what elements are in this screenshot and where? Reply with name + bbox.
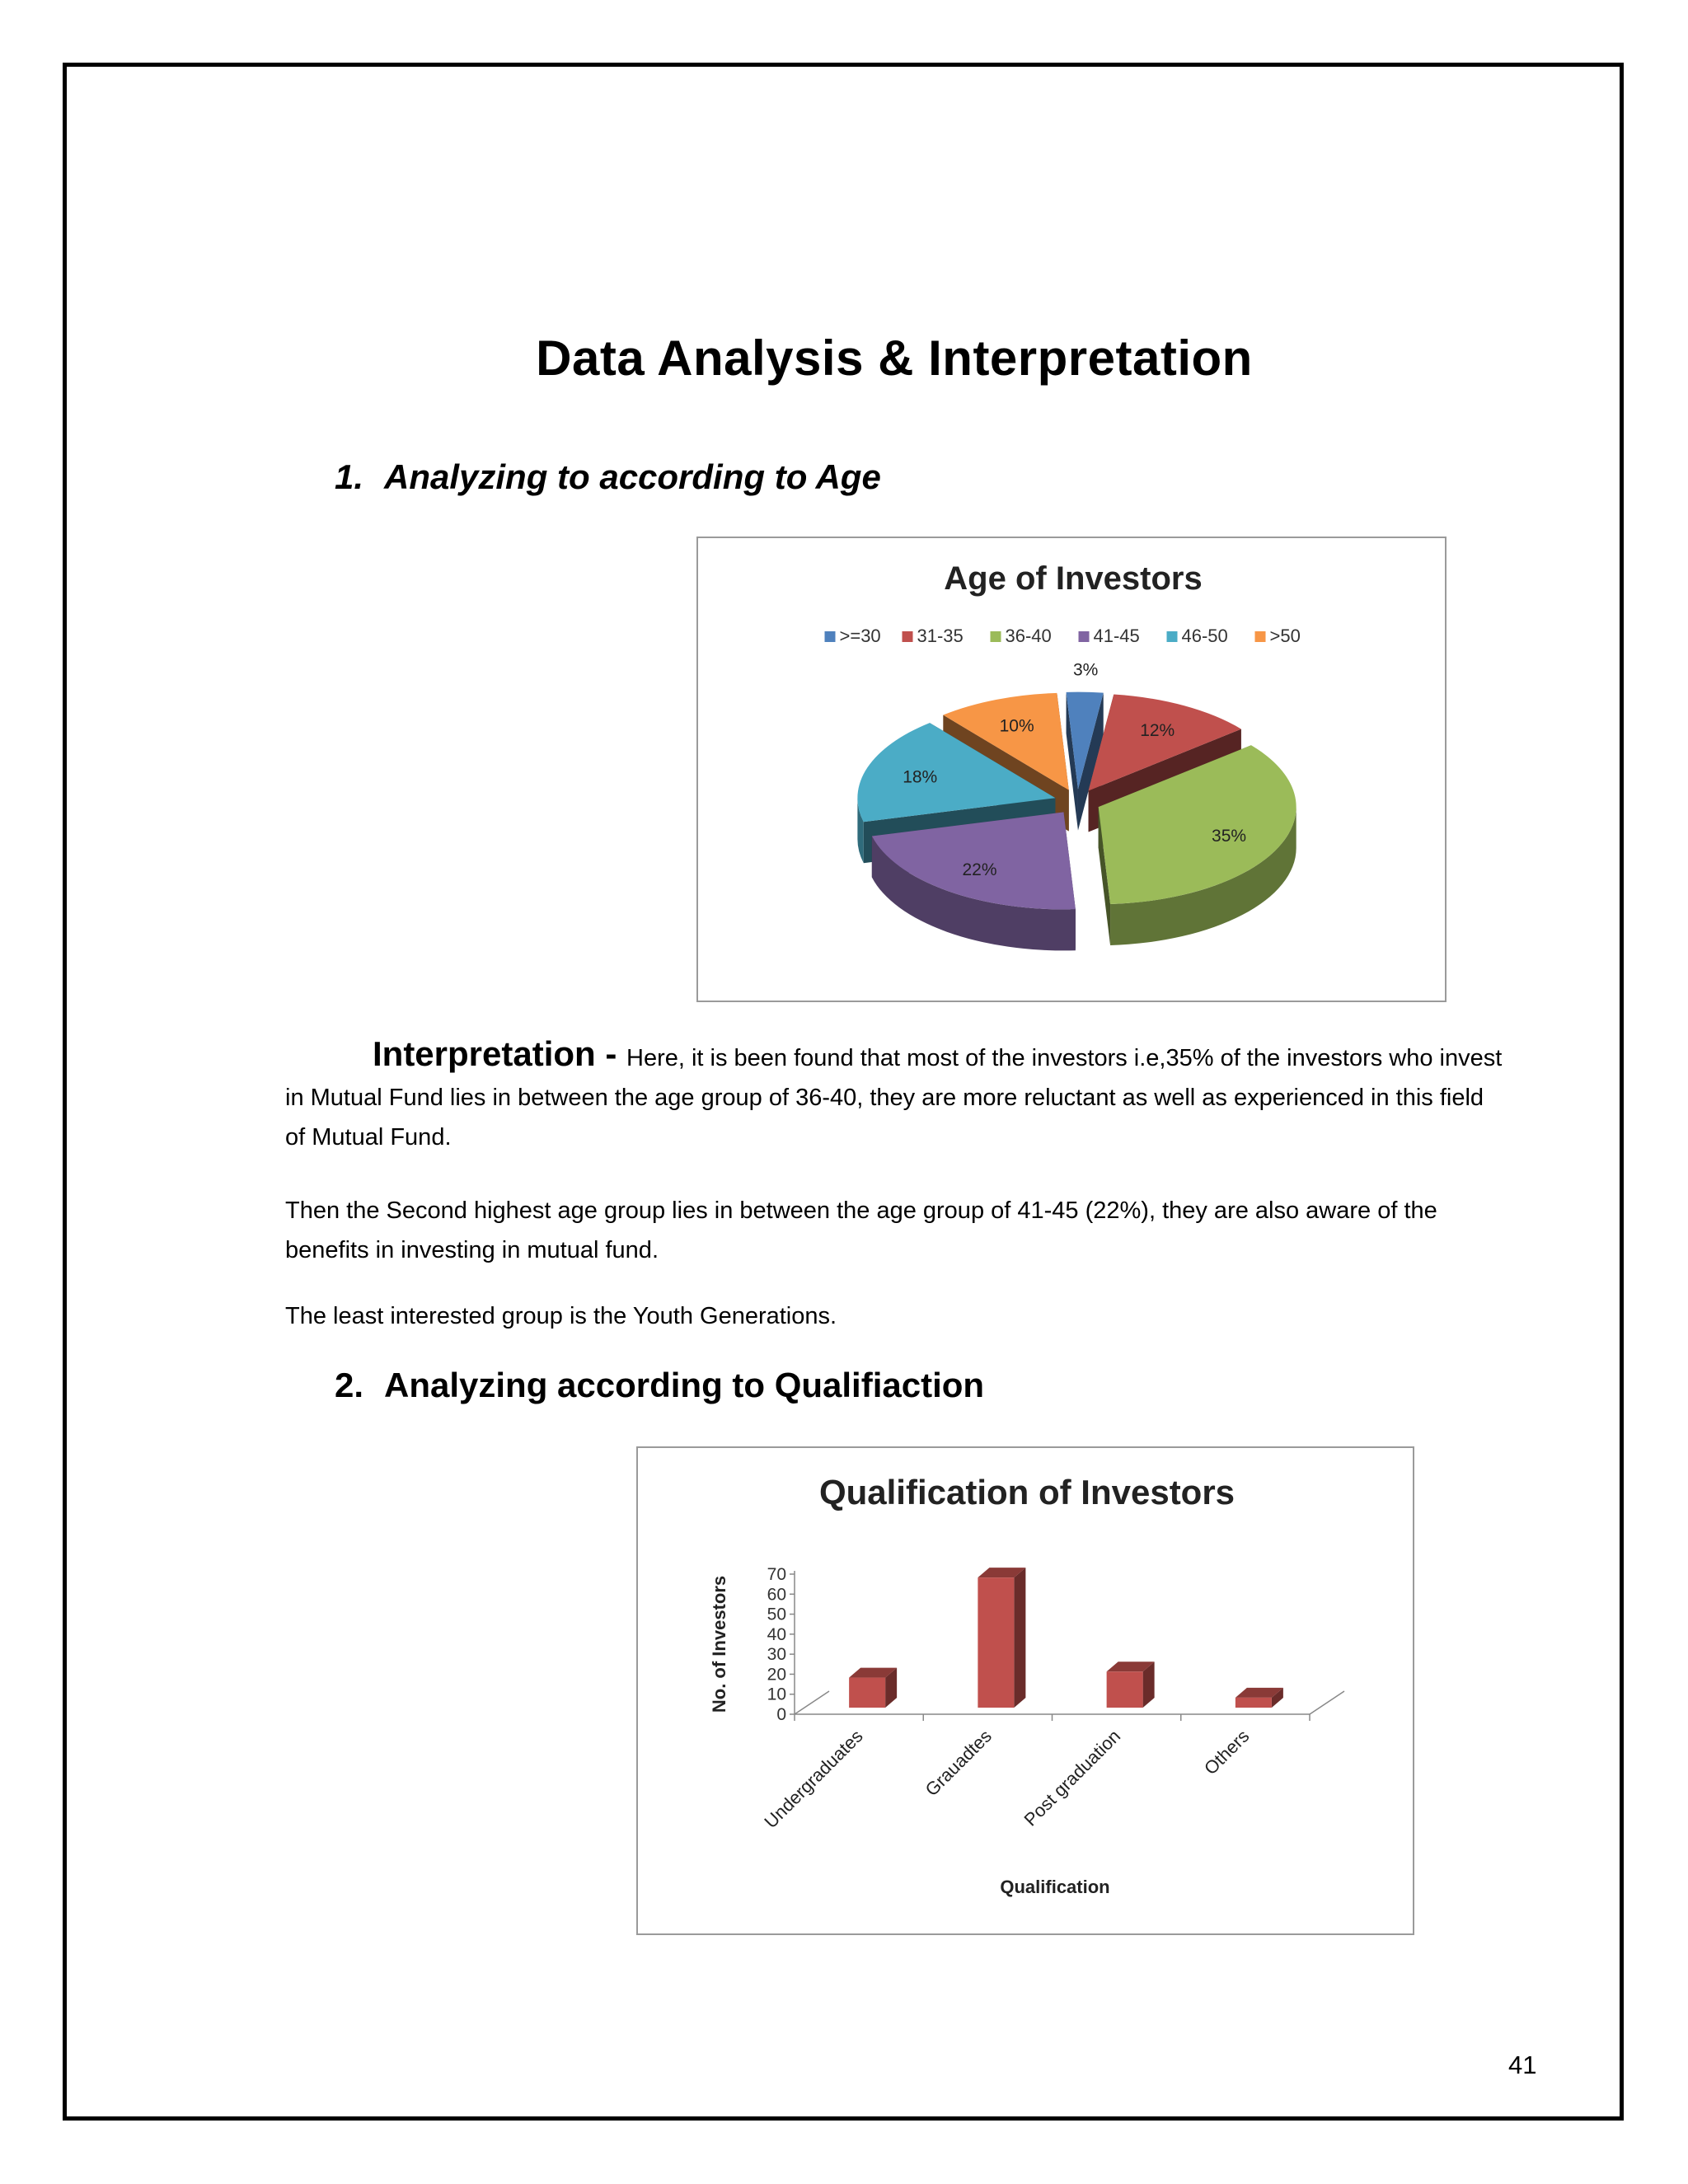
- section-heading-age: [335, 457, 881, 497]
- y-tick-label: 30: [767, 1645, 786, 1665]
- bar-front: [849, 1678, 885, 1708]
- y-tick-label: 0: [776, 1705, 786, 1724]
- legend-swatch: [1255, 631, 1266, 642]
- interpretation-text: Here, it is been found that most of the investors i.e,35% of the investors who invest in Mutual Fund lies in between the age group of 36-40, they are more reluctant as well as experienced in this field of Mutual Fund.: [285, 1045, 1503, 1151]
- section-heading-text: Analyzing according to Qualifiaction: [384, 1366, 985, 1404]
- bar-side: [1014, 1568, 1025, 1708]
- legend-swatch: [1079, 631, 1090, 642]
- bar-front: [978, 1577, 1014, 1708]
- bar-Grauadtes: [978, 1568, 1025, 1708]
- legend-label: 41-45: [1093, 626, 1140, 646]
- y-tick-label: 10: [767, 1685, 786, 1704]
- legend-label: 36-40: [1005, 626, 1052, 646]
- second-age-group-paragraph: Then the Second highest age group lies in between the age group of 41-45 (22%), they are also aware of the benefits in investing in mutual fund.: [285, 1197, 1437, 1263]
- bar-Undergraduates: [849, 1668, 897, 1708]
- age-pie-chart-svg: [698, 538, 1448, 1004]
- legend-label: 46-50: [1181, 626, 1228, 646]
- pie-data-label: 18%: [903, 767, 938, 787]
- y-tick-label: 70: [767, 1565, 786, 1584]
- legend-label: 31-35: [917, 626, 964, 646]
- pie-slices: [857, 692, 1296, 951]
- x-tick-label: Others: [1200, 1725, 1254, 1779]
- least-interested-paragraph: The least interested group is the Youth Generations.: [285, 1303, 837, 1329]
- bar-Post graduation: [1107, 1661, 1155, 1708]
- y-tick-label: 20: [767, 1665, 786, 1685]
- pie-data-label: 10%: [999, 716, 1034, 736]
- page-number: 41: [1508, 2050, 1537, 2079]
- bar-Others: [1236, 1688, 1283, 1708]
- x-tick-label: Undergraduates: [760, 1725, 867, 1833]
- legend-swatch: [825, 631, 836, 642]
- legend-swatch: [1167, 631, 1178, 642]
- pie-data-label: 22%: [962, 860, 997, 880]
- y-axis-label: No. of Investors: [709, 1575, 729, 1713]
- pie-data-label: 12%: [1140, 721, 1175, 741]
- qualification-bar-chart: [636, 1446, 1414, 1935]
- chart-legend: [825, 626, 1301, 646]
- pie-data-label: 3%: [1072, 660, 1099, 680]
- interpretation-paragraph: [285, 1034, 1505, 1157]
- y-tick-label: 50: [767, 1605, 786, 1624]
- section-number: 1.: [335, 457, 364, 496]
- bar-front: [1107, 1671, 1143, 1708]
- pie-slice-41-45: [872, 812, 1076, 950]
- y-tick-label: 60: [767, 1585, 786, 1605]
- legend-label: >=30: [839, 626, 881, 646]
- chart-title: Qualification of Investors: [818, 1473, 1236, 1511]
- page-title: Data Analysis & Interpretation: [536, 330, 1253, 386]
- qualification-bar-chart-svg: [638, 1448, 1416, 1937]
- bar-front: [1236, 1698, 1272, 1708]
- pie-data-label: 35%: [1212, 827, 1247, 846]
- section-number: 2.: [335, 1366, 364, 1404]
- y-tick-label: 40: [767, 1624, 786, 1644]
- chart-title: Age of Investors: [944, 560, 1203, 597]
- age-pie-chart: [696, 537, 1447, 1002]
- legend-swatch: [903, 631, 913, 642]
- x-axis-label: Qualification: [1000, 1877, 1110, 1897]
- section-heading-qualification: [335, 1366, 984, 1405]
- x-tick-label: Grauadtes: [921, 1725, 996, 1801]
- section-heading-text: Analyzing to according to Age: [384, 457, 881, 496]
- legend-label: >50: [1269, 626, 1301, 646]
- interpretation-lead-in: Interpretation -: [373, 1034, 627, 1073]
- legend-swatch: [991, 631, 1001, 642]
- x-tick-label: Post graduation: [1020, 1725, 1125, 1830]
